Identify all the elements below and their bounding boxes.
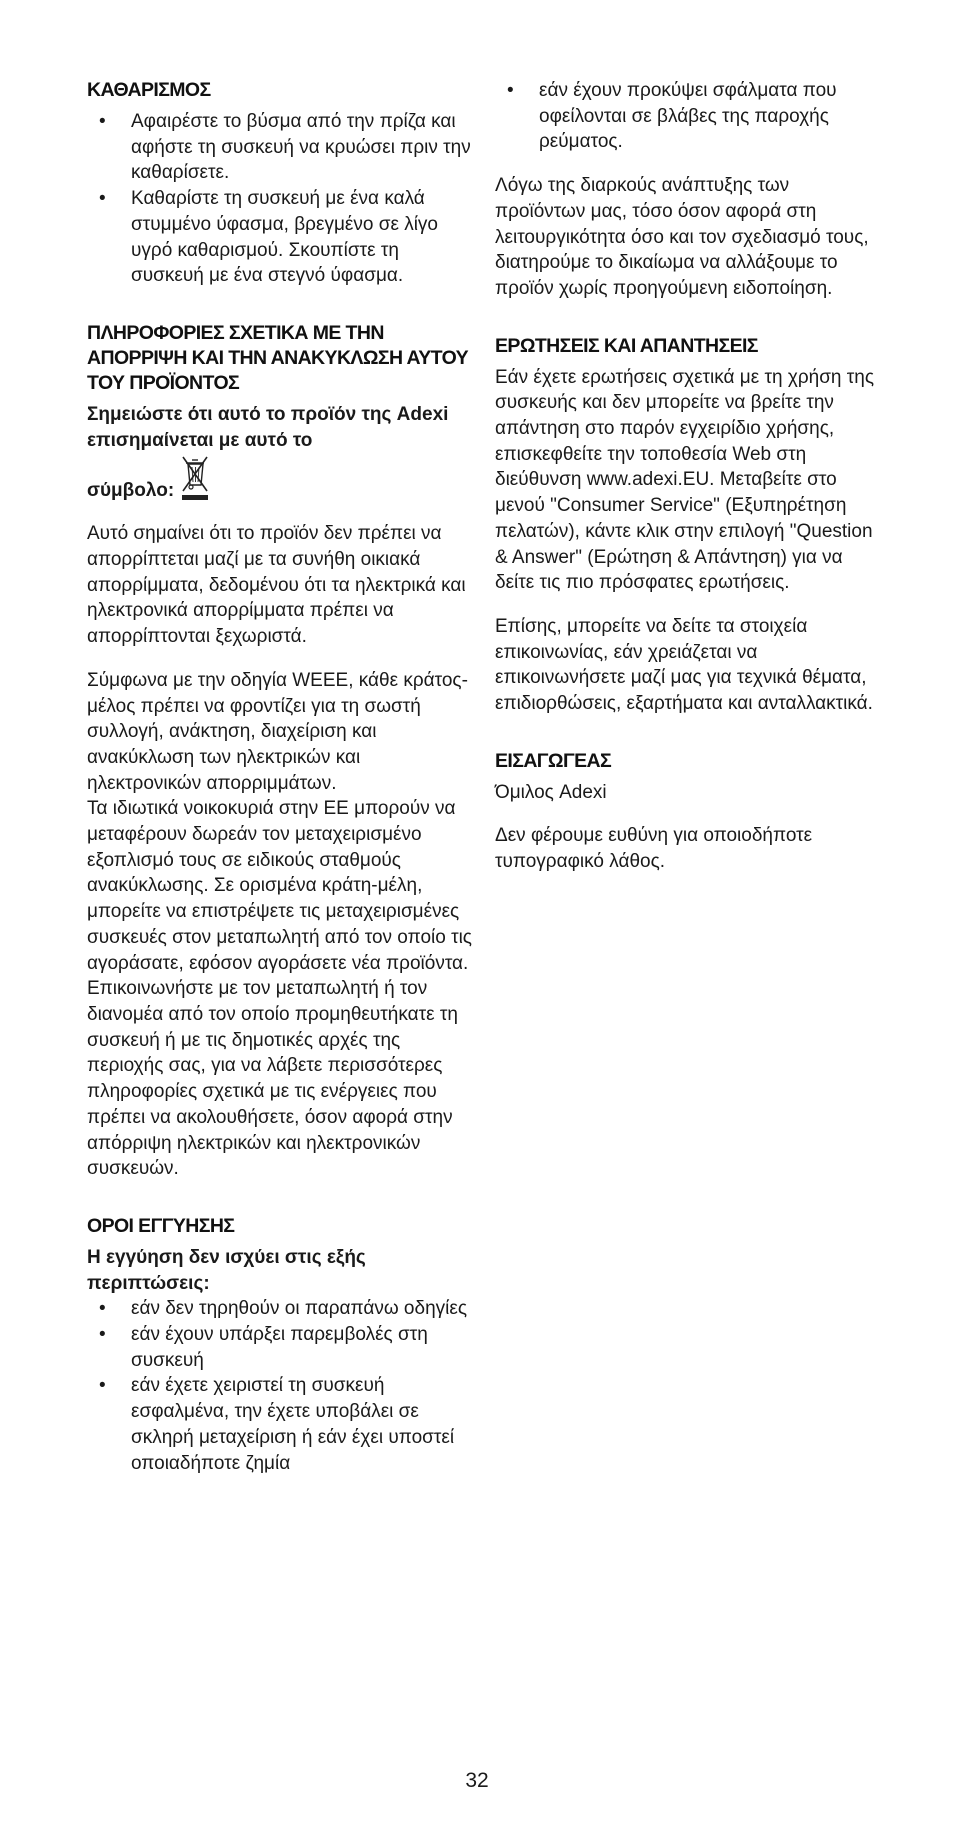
disposal-paragraph-2b: Τα ιδιωτικά νοικοκυριά στην ΕΕ μπορούν να μεταφέρουν δωρεάν τον μεταχειρισμένο εξοπλισμό τους σε ειδικούς σταθμούς ανακύκλωσης. Σε ορισμένα κράτη-μέλη, μπορείτε να επιστρέψετε τις μεταχειρισμένες συσκευές στον μεταπωλητή από τον οποίο τις αγοράσατε, εφόσον αγοράσετε νέα προϊόντα. Επικοινωνήστε με τον μεταπωλητή ή τον διανομέα από τον οποίο προμηθευτήκατε τη συσκευή ή με τις δημοτικές αρχές της περιοχής σας, για να λάβετε περισσότερες πληροφορίες σχετικά με τις ενέργειες που πρέπει να ακολουθήσετε, όσον αφορά στην απόρριψη ηλεκτρικών και ηλεκτρονικών συσκευών.	[87, 798, 472, 1180]
importer-section	[495, 749, 880, 875]
faq-section	[495, 334, 880, 717]
list-item: • Καθαρίστε τη συσκευή με ένα καλά στυμμένο ύφασμα, βρεγμένο σε λίγο υγρό καθαρισμού. Σκουπίστε τη συσκευή με ένα στεγνό ύφασμα.	[87, 186, 472, 289]
disposal-lead: Σημειώστε ότι αυτό το προϊόν της Adexi επισημαίνεται με αυτό το	[87, 403, 449, 451]
disclaimer: Δεν φέρουμε ευθύνη για οποιοδήποτε τυπογραφικό λάθος.	[495, 825, 813, 873]
list-item: • εάν δεν τηρηθούν οι παραπάνω οδηγίες	[87, 1296, 472, 1322]
product-change-paragraph: Λόγω της διαρκούς ανάπτυξης των προϊόντων μας, τόσο όσον αφορά στη λειτουργικότητα όσο και τον σχεδιασμό τους, διατηρούμε το δικαίωμα να αλλάξουμε το προϊόν χωρίς προηγούμενη ειδοποίηση.	[495, 175, 869, 299]
list-item: • εάν έχετε χειριστεί τη συσκευή εσφαλμένα, την έχετε υποβάλει σε σκληρή μεταχείριση ή εάν έχει υποστεί οποιαδήποτε ζημία	[87, 1373, 472, 1476]
left-column	[87, 78, 472, 1494]
faq-paragraph-2: Επίσης, μπορείτε να δείτε τα στοιχεία επικοινωνίας, εάν χρειάζεται να επικοινωνήσετε μαζί μας για τεχνικά θέματα, επιδιορθώσεις, εξαρτήματα και ανταλλακτικά.	[495, 615, 873, 715]
warranty-list	[87, 1296, 472, 1476]
cleaning-heading: ΚΑΘΑΡΙΣΜΟΣ	[87, 79, 211, 101]
cleaning-section	[87, 78, 472, 289]
disposal-paragraph-1: Αυτό σημαίνει ότι το προϊόν δεν πρέπει να απορρίπτεται μαζί με τα συνήθη οικιακά απορρίμματα, δεδομένου ότι τα ηλεκτρικά και ηλεκτρονικά απορρίμματα πρέπει να απορρίπτονται ξεχωριστά.	[87, 523, 466, 648]
faq-heading: ΕΡΩΤΗΣΕΙΣ ΚΑΙ ΑΠΑΝΤΗΣΕΙΣ	[495, 334, 758, 357]
symbol-line	[87, 453, 472, 503]
disposal-paragraph-2a: Σύμφωνα με την οδηγία WEEE, κάθε κράτος-μέλος πρέπει να φροντίζει για τη σωστή συλλογή, ανάκτηση, διαχείριση και ανακύκλωση των ηλεκτρικών και ηλεκτρονικών απορριμμάτων.	[87, 669, 468, 794]
list-item: • εάν έχουν προκύψει σφάλματα που οφείλονται σε βλάβες της παροχής ρεύματος.	[495, 78, 880, 155]
disposal-heading: ΠΛΗΡΟΦΟΡΙΕΣ ΣΧΕΤΙΚΑ ΜΕ ΤΗΝ ΑΠΟΡΡΙΨΗ ΚΑΙ ΤΗΝ ΑΝΑΚΥΚΛΩΣΗ ΑΥΤΟΥ ΤΟΥ ΠΡΟΪΟΝΤΟΣ	[87, 321, 469, 394]
warranty-heading: ΟΡΟΙ ΕΓΓΥΗΣΗΣ	[87, 1214, 235, 1237]
crossed-out-wheelie-bin-icon	[180, 453, 210, 503]
disposal-section	[87, 321, 472, 1182]
warranty-list-continued	[495, 78, 880, 155]
list-item: • Αφαιρέστε το βύσμα από την πρίζα και αφήστε τη συσκευή να κρυώσει πριν την καθαρίσετε.	[87, 109, 472, 186]
importer-heading: ΕΙΣΑΓΩΓΕΑΣ	[495, 749, 612, 772]
page-number: 32	[465, 1769, 489, 1792]
warranty-lead: Η εγγύηση δεν ισχύει στις εξής περιπτώσεις:	[87, 1246, 366, 1294]
warranty-continued-section	[495, 78, 880, 302]
faq-paragraph-1: Εάν έχετε ερωτήσεις σχετικά με τη χρήση της συσκευής και δεν μπορείτε να βρείτε την απάντηση στο παρόν εγχειρίδιο χρήσης, επισκεφθείτε την τοποθεσία Web στη διεύθυνση www.adexi.EU. Μεταβείτε στο μενού "Consumer Service" (Εξυπηρέτηση πελατών), κάντε κλικ στην επιλογή "Question & Answer" (Ερώτηση & Απάντηση) για να δείτε τις πιο πρόσφατες ερωτήσεις.	[495, 366, 874, 594]
warranty-section	[87, 1214, 472, 1476]
importer-name: Όμιλος Adexi	[495, 781, 607, 803]
right-column	[495, 78, 880, 893]
symbol-label: σύμβολο:	[87, 479, 175, 501]
cleaning-list	[87, 109, 472, 289]
list-item: • εάν έχουν υπάρξει παρεμβολές στη συσκευή	[87, 1322, 472, 1373]
